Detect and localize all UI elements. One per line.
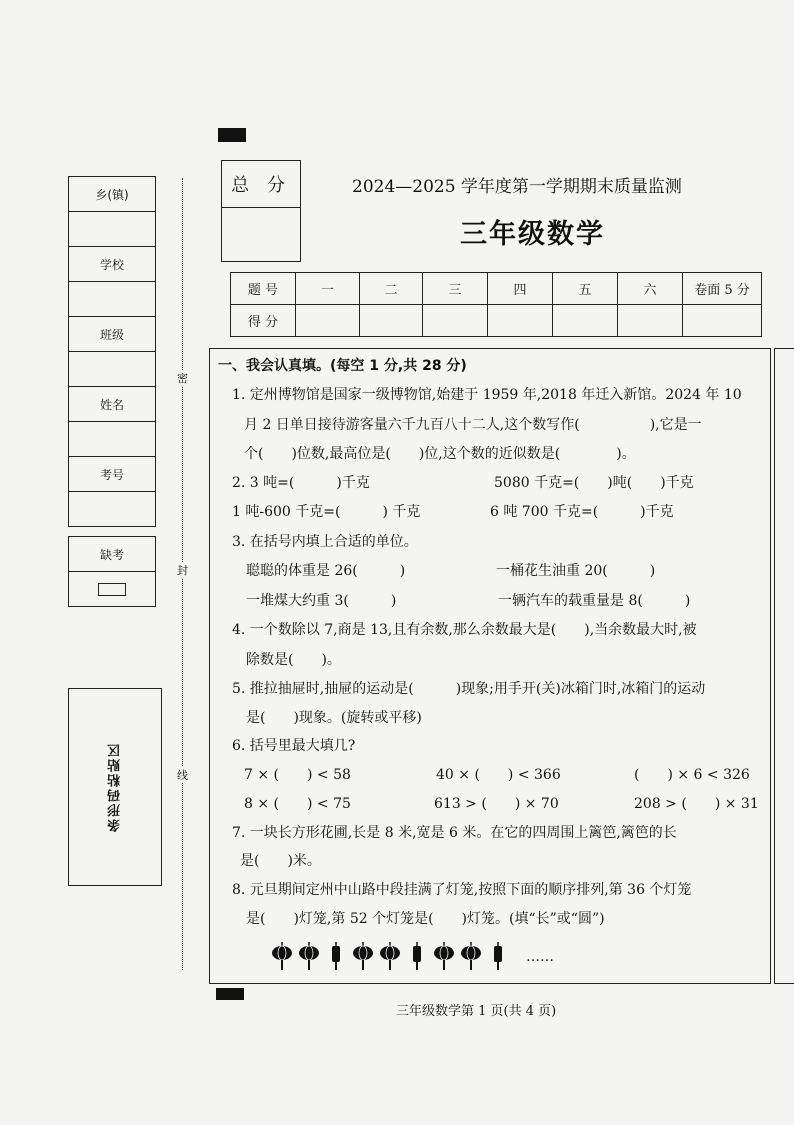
q4-line1: 4. 一个数除以 7,商是 13,且有余数,那么余数最大是( ),当余数最大时,被 <box>232 622 697 638</box>
field-name: 姓名 <box>69 387 155 422</box>
q3-c: 一堆煤大约重 3( ) <box>246 593 397 609</box>
q1-line3: 个( )位数,最高位是( )位,这个数的近似数是( )。 <box>244 446 636 462</box>
round-lantern-icon <box>461 942 481 970</box>
field-town: 乡(镇) <box>69 177 155 212</box>
long-lantern-icon <box>413 942 421 970</box>
q3-title: 3. 在括号内填上合适的单位。 <box>232 534 418 550</box>
q8-line2: 是( )灯笼,第 52 个灯笼是( )灯笼。(填“长”或“圆”) <box>246 911 605 927</box>
q6-a: 7 × ( ) < 58 <box>244 767 351 783</box>
score-col-4: 四 <box>488 273 553 305</box>
q6-title: 6. 括号里最大填几? <box>232 738 356 754</box>
total-score-box <box>221 160 301 262</box>
field-school: 学校 <box>69 247 155 282</box>
total-score-blank[interactable] <box>222 208 300 260</box>
q2-a: 2. 3 吨=( )千克 <box>232 475 370 491</box>
score-col-1: 一 <box>296 273 360 305</box>
long-lantern-icon <box>494 942 502 970</box>
page-footer: 三年级数学第 1 页(共 4 页) <box>396 1004 557 1019</box>
absent-box <box>68 536 156 607</box>
score-cell[interactable] <box>488 305 553 337</box>
q4-line2: 除数是( )。 <box>246 652 341 668</box>
score-table <box>230 272 762 337</box>
field-exam-number-blank[interactable] <box>69 492 155 526</box>
score-header-label: 题 号 <box>231 273 296 305</box>
barcode-area <box>68 688 162 886</box>
q1-line1: 1. 定州博物馆是国家一级博物馆,始建于 1959 年,2018 年迁入新馆。2024 年 10 <box>232 387 742 403</box>
q1-line2: 月 2 日单日接待游客量六千九百八十二人,这个数写作( ),它是一 <box>244 417 702 433</box>
score-col-6: 六 <box>618 273 683 305</box>
lantern-ellipsis: …… <box>526 949 554 965</box>
seal-char-mi: 密 <box>177 372 188 385</box>
score-cell[interactable] <box>296 305 360 337</box>
round-lantern-icon <box>353 942 373 970</box>
round-lantern-icon <box>299 942 319 970</box>
q7-line2: 是( )米。 <box>240 853 321 869</box>
score-col-2: 二 <box>360 273 423 305</box>
round-lantern-icon <box>272 942 292 970</box>
score-cell[interactable] <box>553 305 618 337</box>
absent-checkbox[interactable] <box>98 583 126 596</box>
field-school-blank[interactable] <box>69 282 155 317</box>
long-lantern-icon <box>332 942 340 970</box>
q3-b: 一桶花生油重 20( ) <box>496 563 656 579</box>
next-page-frame <box>774 348 794 984</box>
field-class: 班级 <box>69 317 155 352</box>
score-cell[interactable] <box>423 305 488 337</box>
seal-char-feng: 封 <box>177 564 188 577</box>
barcode-label: 条形码粘贴区 <box>107 742 123 832</box>
q6-b: 40 × ( ) < 366 <box>436 767 561 783</box>
grade-title: 三年级数学 <box>460 219 605 250</box>
score-col-3: 三 <box>423 273 488 305</box>
q6-f: 208 > ( ) × 31 <box>634 796 759 812</box>
corner-mark-top <box>218 128 246 142</box>
score-cell[interactable] <box>683 305 762 337</box>
section-title: 一、我会认真填。(每空 1 分,共 28 分) <box>218 358 467 374</box>
q6-e: 613 > ( ) × 70 <box>434 796 559 812</box>
field-town-blank[interactable] <box>69 212 155 247</box>
seal-char-xian: 线 <box>177 769 188 782</box>
lantern-sequence <box>272 940 572 974</box>
absent-label: 缺考 <box>69 537 155 572</box>
corner-mark-bottom <box>216 988 244 1000</box>
field-name-blank[interactable] <box>69 422 155 457</box>
round-lantern-icon <box>434 942 454 970</box>
total-label: 总 分 <box>222 161 300 208</box>
q2-c: 1 吨-600 千克=( ) 千克 <box>232 504 421 520</box>
exam-title: 2024—2025 学年度第一学期期末质量监测 <box>352 177 682 197</box>
q6-d: 8 × ( ) < 75 <box>244 796 351 812</box>
q2-b: 5080 千克=( )吨( )千克 <box>494 475 694 491</box>
score-row-label: 得 分 <box>231 305 296 337</box>
q5-line2: 是( )现象。(旋转或平移) <box>246 710 422 726</box>
q3-a: 聪聪的体重是 26( ) <box>246 563 406 579</box>
round-lantern-icon <box>380 942 400 970</box>
field-class-blank[interactable] <box>69 352 155 387</box>
q3-d: 一辆汽车的载重量是 8( ) <box>498 593 691 609</box>
q8-line1: 8. 元旦期间定州中山路中段挂满了灯笼,按照下面的顺序排列,第 36 个灯笼 <box>232 882 692 898</box>
score-col-5: 五 <box>553 273 618 305</box>
student-info-table <box>68 176 156 527</box>
score-col-neatness: 卷面 5 分 <box>683 273 762 305</box>
q7-line1: 7. 一块长方形花圃,长是 8 米,宽是 6 米。在它的四周围上篱笆,篱笆的长 <box>232 825 677 841</box>
q6-c: ( ) × 6 < 326 <box>634 767 750 783</box>
score-cell[interactable] <box>618 305 683 337</box>
q5-line1: 5. 推拉抽屉时,抽屉的运动是( )现象;用手开(关)冰箱门时,冰箱门的运动 <box>232 681 706 697</box>
score-cell[interactable] <box>360 305 423 337</box>
q2-d: 6 吨 700 千克=( )千克 <box>490 504 674 520</box>
field-exam-number: 考号 <box>69 457 155 492</box>
